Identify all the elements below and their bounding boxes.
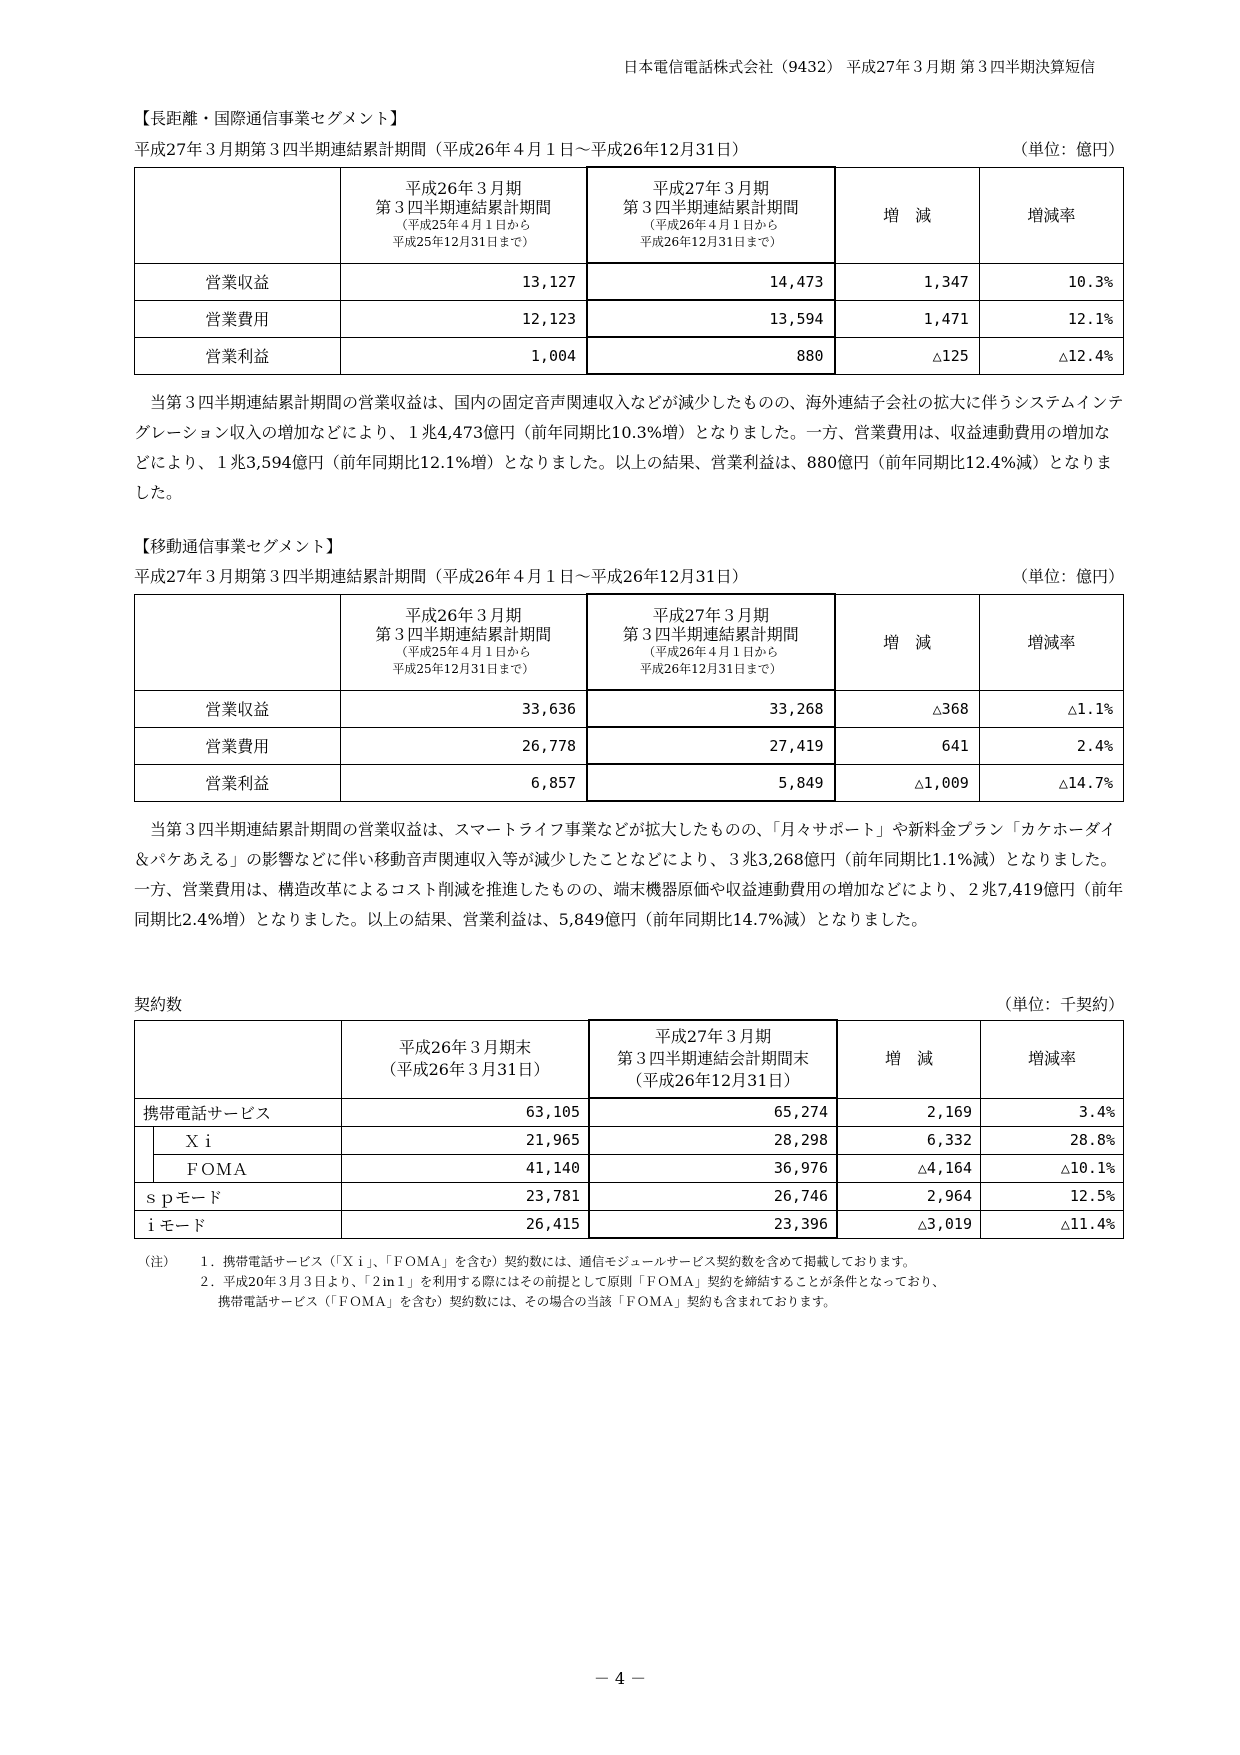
- financial-table: [134, 166, 1124, 375]
- subscribers-table: [134, 1019, 1124, 1239]
- table-row: ｉモード 26,415 23,396 △3,019 △11.4%: [135, 1210, 1124, 1238]
- footnote-lead: （注）: [138, 1254, 176, 1269]
- column-header-rate: 増減率: [979, 167, 1123, 263]
- table-row: ｓｐモード 23,781 26,746 2,964 12.5%: [135, 1182, 1124, 1210]
- table-row: 営業収益 33,636 33,268 △368 △1.1%: [135, 690, 1124, 727]
- footnote-item: 携帯電話サービス（「ＦＯＭＡ」を含む）契約数には、その場合の当該「ＦＯＭＡ」契約も含まれております。: [218, 1294, 836, 1309]
- page-number: － 4 －: [593, 1669, 647, 1688]
- table-row: 営業収益 13,127 14,473 1,347 10.3%: [135, 263, 1124, 300]
- unit-label: （単位：億円）: [1011, 567, 1124, 586]
- column-header-current: 平成27年３月期 第３四半期連結累計期間 （平成26年４月１日から 平成26年12月31日まで）: [587, 594, 835, 690]
- column-header-prev: 平成26年３月期 第３四半期連結累計期間 （平成25年４月１日から 平成25年12月31日まで）: [340, 167, 587, 263]
- footnotes: [138, 1252, 945, 1312]
- column-header-change: 増 減: [837, 1020, 981, 1098]
- footnote-item: １．携帯電話サービス（「Ｘｉ」、「ＦＯＭＡ」を含む）契約数には、通信モジュールサービス契約数を含めて掲載しております。: [198, 1254, 916, 1269]
- column-header-rate: 増減率: [979, 594, 1123, 690]
- unit-label: （単位：千契約）: [995, 995, 1124, 1014]
- table-row: 携帯電話サービス 63,105 65,274 2,169 3.4%: [135, 1098, 1124, 1126]
- section-title: 【長距離・国際通信事業セグメント】: [134, 109, 406, 128]
- table-row: ＦＯＭＡ 41,140 36,976 △4,164 △10.1%: [135, 1154, 1124, 1182]
- column-header-current: 平成27年３月期 第３四半期連結累計期間 （平成26年４月１日から 平成26年12月31日まで）: [587, 167, 835, 263]
- table-row: 営業利益 6,857 5,849 △1,009 △14.7%: [135, 764, 1124, 801]
- corner-cell: [135, 594, 341, 690]
- period-label: 平成27年３月期第３四半期連結累計期間（平成26年４月１日～平成26年12月31日）: [134, 567, 748, 586]
- table-row: Ｘｉ 21,965 28,298 6,332 28.8%: [135, 1126, 1124, 1154]
- column-header-change: 増 減: [835, 594, 980, 690]
- column-header-change: 増 減: [835, 167, 980, 263]
- page-header: 日本電信電話株式会社（9432） 平成27年３月期 第３四半期決算短信: [623, 58, 1095, 76]
- period-label: 平成27年３月期第３四半期連結累計期間（平成26年４月１日～平成26年12月31日）: [134, 140, 748, 159]
- section-title: 契約数: [134, 995, 183, 1014]
- column-header-prev: 平成26年３月期末 （平成26年３月31日）: [342, 1020, 590, 1098]
- column-header-current: 平成27年３月期 第３四半期連結会計期間末 （平成26年12月31日）: [589, 1020, 837, 1098]
- table-row: 営業費用 26,778 27,419 641 2.4%: [135, 727, 1124, 764]
- body-paragraph: 当第３四半期連結累計期間の営業収益は、スマートライフ事業などが拡大したものの、「月々サポート」や新料金プラン「カケホーダイ＆パケあえる」の影響などに伴い移動音声関連収入等が減少したことなどにより、３兆3,268億円（前年同期比1.1%減）となりました。一方、営業費用は、構造改革によるコスト削減を推進したものの、端末機器原価や収益連動費用の増加などにより、２兆7,419億円（前年同期比2.4%増）となりました。以上の結果、営業利益は、5,849億円（前年同期比14.7%減）となりました。: [134, 820, 1124, 929]
- column-header-rate: 増減率: [981, 1020, 1124, 1098]
- corner-cell: [135, 1020, 342, 1098]
- table-row: 営業費用 12,123 13,594 1,471 12.1%: [135, 300, 1124, 337]
- body-paragraph: 当第３四半期連結累計期間の営業収益は、国内の固定音声関連収入などが減少したものの、海外連結子会社の拡大に伴うシステムインテグレーション収入の増加などにより、１兆4,473億円（前年同期比10.3%増）となりました。一方、営業費用は、収益連動費用の増加などにより、１兆3,594億円（前年同期比12.1%増）となりました。以上の結果、営業利益は、880億円（前年同期比12.4%減）となりました。: [134, 393, 1124, 502]
- section-title: 【移動通信事業セグメント】: [134, 537, 342, 556]
- unit-label: （単位：億円）: [1011, 140, 1124, 159]
- corner-cell: [135, 167, 341, 263]
- table-row: 営業利益 1,004 880 △125 △12.4%: [135, 337, 1124, 374]
- column-header-prev: 平成26年３月期 第３四半期連結累計期間 （平成25年４月１日から 平成25年12月31日まで）: [340, 594, 587, 690]
- footnote-item: ２．平成20年３月３日より、「２in１」を利用する際にはその前提として原則「ＦＯＭＡ」契約を締結することが条件となっており、: [198, 1274, 945, 1289]
- financial-table: [134, 593, 1124, 802]
